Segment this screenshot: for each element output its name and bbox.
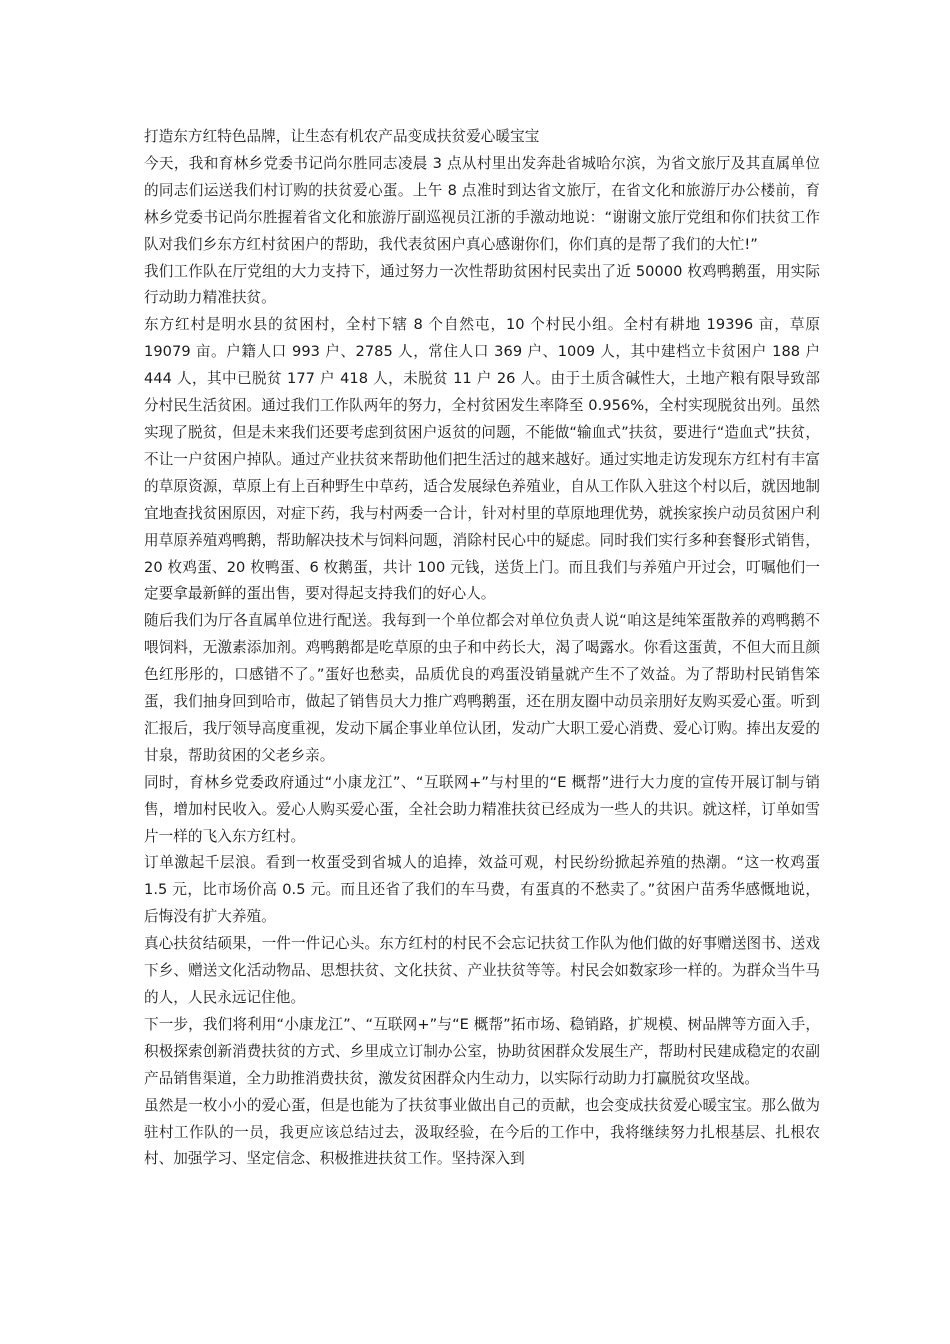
paragraph-distribution: 随后我们为厅各直属单位进行配送。我每到一个单位都会对单位负责人说“咱这是纯笨蛋散养的鸡鸭鹅不喂饲料，无激素添加剂。鸡鸭鹅都是吃草原的虫子和中药长大，渴了喝露水。你看这蛋黄，不但大而且颜色红彤彤的，口感错不了。”蛋好也愁卖，品质优良的鸡蛋没销量就产生不了效益。为了帮助村民销售笨蛋，我们抽身回到哈市，做起了销售员大力推广鸡鸭鹅蛋，还在朋友圈中动员亲朋好友购买爱心蛋。听到汇报后，我厅领导高度重视，发动下属企事业单位认团，发动广大职工爱心消费、爱心订购。捧出友爱的甘泉，帮助贫困的父老乡亲。 <box>144 612 820 764</box>
paragraph-greeting-delivery: 今天，我和育林乡党委书记尚尔胜同志凌晨 3 点从村里出发奔赴省城哈尔滨，为省文旅厅及其直属单位的同志们运送我们村订购的扶贫爱心蛋。上午 8 点准时到达省文旅厅，在省文化和旅游厅办公楼前，育林乡党委书记尚尔胜握着省文化和旅游厅副巡视员江浙的手激动地说：“谢谢文旅厅党组和你们扶贫工作队对我们乡东方红村贫困户的帮助，我代表贫困户真心感谢你们，你们真的是帮了我们的大忙!” <box>144 154 820 253</box>
document-title: 打造东方红特色品牌，让生态有机农产品变成扶贫爱心暖宝宝 <box>144 128 540 145</box>
paragraph-next-steps: 下一步，我们将利用“小康龙江”、“互联网+”与“E 概帮”拓市场、稳销路，扩规模、树品牌等方面入手，积极探索创新消费扶贫的方式、乡里成立订制办公室，协助贫困群众发展生产，帮助村民建成稳定的农副产品销售渠道，全力助推消费扶贫，激发贫困群众内生动力，以实际行动助力打赢脱贫攻坚战。 <box>144 1015 820 1087</box>
paragraph-results: 真心扶贫结硕果，一件一件记心头。东方红村的村民不会忘记扶贫工作队为他们做的好事赠送图书、送戏下乡、赠送文化活动物品、思想扶贫、文化扶贫、产业扶贫等等。村民会如数家珍一样的。为群众当牛马的人，人民永远记住他。 <box>144 935 820 1006</box>
paragraph-village-background: 东方红村是明水县的贫困村，全村下辖 8 个自然屯，10 个村民小组。全村有耕地 19396 亩，草原 19079 亩。户籍人口 993 户、2785 人，常住人口 369 户、1009 人，其中建档立卡贫困户 188 户 444 人，其中已脱贫 177 户 418 人，未脱贫 11 户 26 人。由于土质含碱性大，土地产粮有限导致部分村民生活贫困。通过我们工作队两年的努力，全村贫困发生率降至 0.956%，全村实现脱贫出列。虽然实现了脱贫，但是未来我们还要考虑到贫困户返贫的问题，不能做“输血式”扶贫，要进行“造血式”扶贫，不让一户贫困户掉队。通过产业扶贫来帮助他们把生活过的越来越好。通过实地走访发现东方红村有丰富的草原资源，草原上有上百种野生中草药，适合发展绿色养殖业，自从工作队入驻这个村以后，就因地制宜地查找贫困原因，对症下药，我与村两委一合计，针对村里的草原地理优势，就挨家挨户动员贫困户利用草原养殖鸡鸭鹅，帮助解决技术与饲料问题，消除村民心中的疑虑。同时我们实行多种套餐形式销售，20 枚鸡蛋、20 枚鸭蛋、6 枚鹅蛋，共计 100 元钱，送货上门。而且我们与养殖户开过会，叮嘱他们一定要拿最新鲜的蛋出售，要对得起支持我们的好心人。 <box>144 316 820 603</box>
paragraph-conclusion: 虽然是一枚小小的爱心蛋，但是也能为了扶贫事业做出自己的贡献，也会变成扶贫爱心暖宝宝。那么做为驻村工作队的一员，我更应该总结过去，汲取经验，在今后的工作中，我将继续努力扎根基层、扎根农村、加强学习、坚定信念、积极推进扶贫工作。坚持深入到 <box>144 1096 820 1168</box>
paragraph-sales-total: 我们工作队在厅党组的大力支持下，通过努力一次性帮助贫困村民卖出了近 50000 枚鸡鸭鹅蛋，用实际行动助力精准扶贫。 <box>144 262 820 307</box>
document-body <box>144 124 820 1173</box>
paragraph-promotion: 同时，育林乡党委政府通过“小康龙江”、“互联网+”与村里的“E 概帮”进行大力度的宣传开展订制与销售，增加村民收入。爱心人购买爱心蛋，全社会助力精准扶贫已经成为一些人的共识。就这样，订单如雪片一样的飞入东方红村。 <box>144 773 820 845</box>
paragraph-orders: 订单激起千层浪。看到一枚蛋受到省城人的追捧，效益可观，村民纷纷掀起养殖的热潮。“这一枚鸡蛋 1.5 元，比市场价高 0.5 元。而且还省了我们的车马费，有蛋真的不愁卖了。”贫困户苗秀华感慨地说，后悔没有扩大养殖。 <box>144 854 820 926</box>
